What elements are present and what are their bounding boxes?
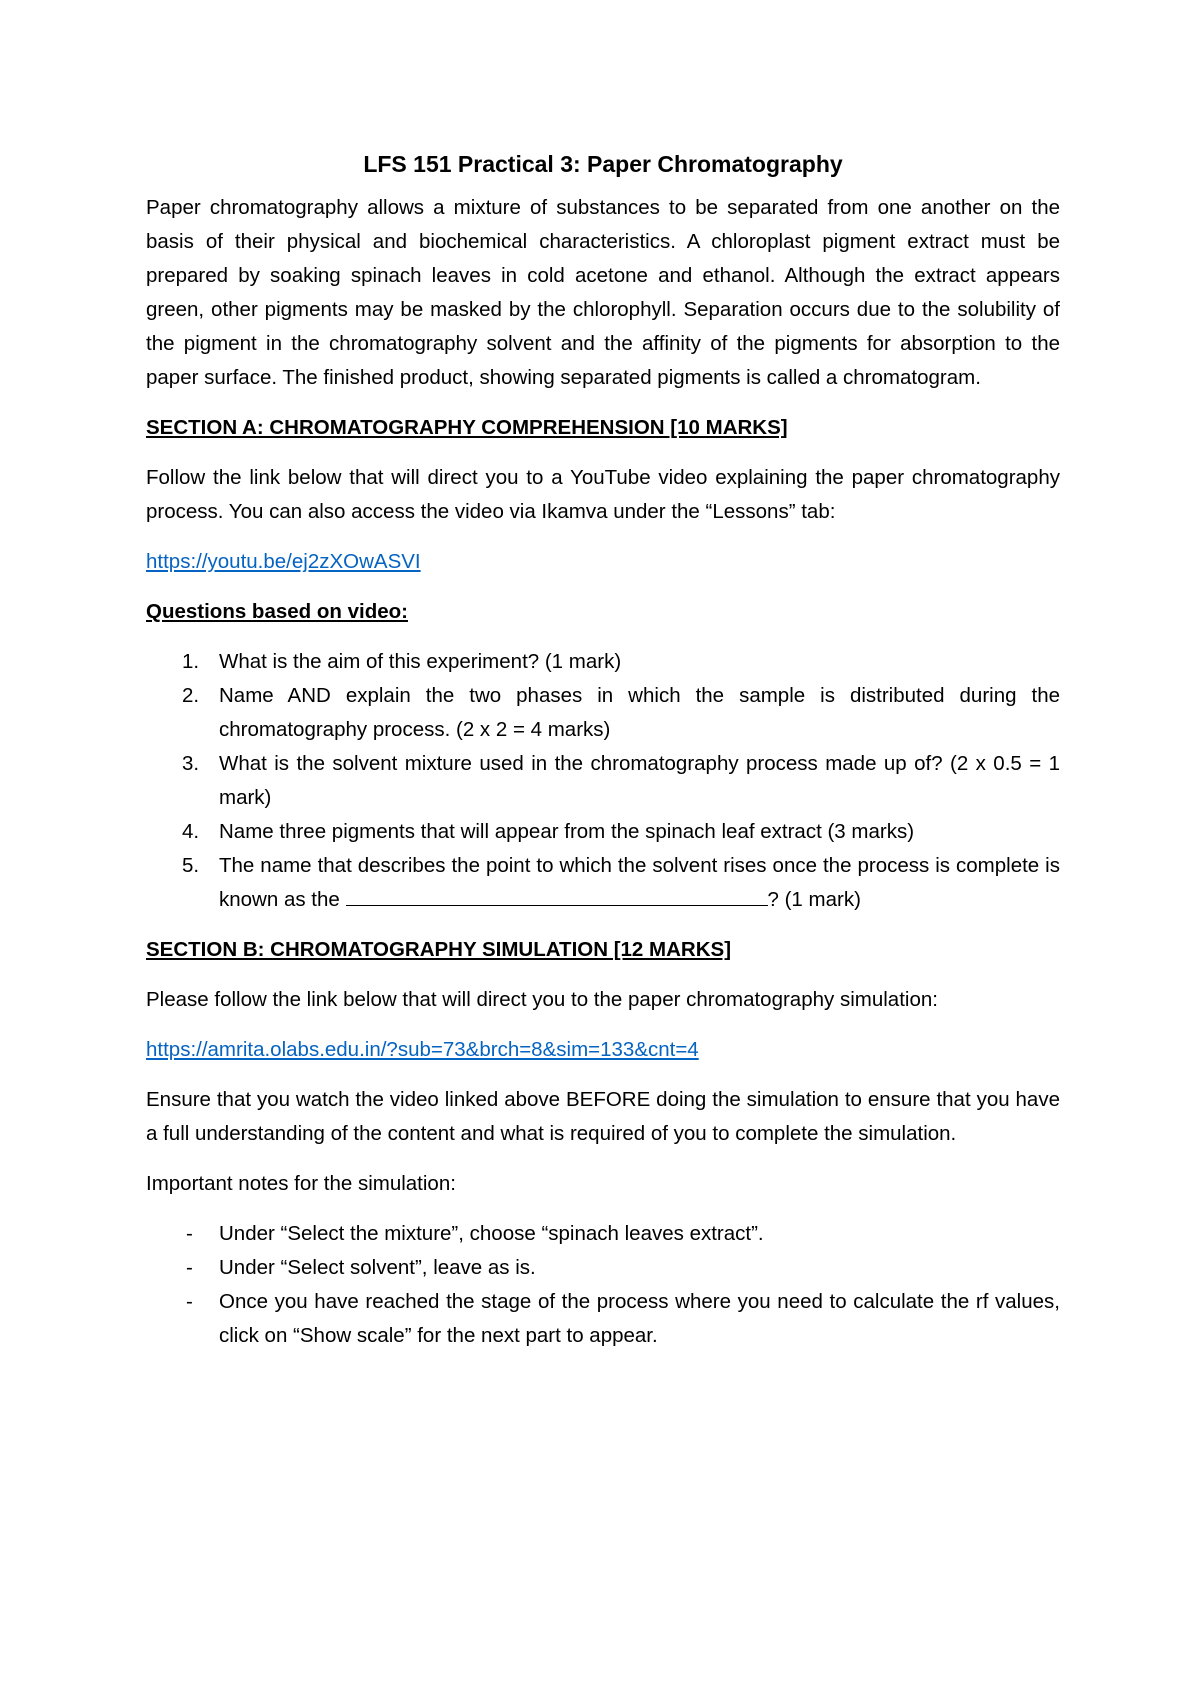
question-number: 2. — [182, 684, 200, 707]
question-text: Name three pigments that will appear from the spinach leaf extract (3 marks) — [219, 820, 915, 843]
note-item — [146, 1217, 1060, 1251]
simulation-link[interactable]: https://amrita.olabs.edu.in/?sub=73&brch=8&sim=133&cnt=4 — [146, 1038, 699, 1061]
question-text: What is the solvent mixture used in the chromatography process made up of? (2 x 0.5 = 1 mark) — [219, 752, 1060, 809]
document-page — [146, 140, 1060, 1353]
note-text: Under “Select the mixture”, choose “spinach leaves extract”. — [219, 1222, 764, 1245]
questions-heading: Questions based on video: — [146, 600, 408, 623]
note-text: Under “Select solvent”, leave as is. — [219, 1256, 536, 1279]
section-a-instructions: Follow the link below that will direct you to a YouTube video explaining the paper chromatography process. You can also access the video via Ikamva under the “Lessons” tab: — [146, 466, 1060, 523]
section-b-heading: SECTION B: CHROMATOGRAPHY SIMULATION [12 MARKS] — [146, 938, 732, 961]
question-number: 5. — [182, 854, 200, 877]
section-a-heading: SECTION A: CHROMATOGRAPHY COMPREHENSION [10 MARKS] — [146, 416, 788, 439]
question-item — [146, 645, 1060, 679]
question-item — [146, 849, 1060, 917]
notes-list — [146, 1217, 1060, 1353]
youtube-link[interactable]: https://youtu.be/ej2zXOwASVI — [146, 550, 421, 573]
note-text: Once you have reached the stage of the process where you need to calculate the rf values, click on “Show scale” for the next part to appear. — [219, 1290, 1060, 1347]
question-item — [146, 747, 1060, 815]
note-dash: - — [186, 1222, 193, 1245]
intro-paragraph: Paper chromatography allows a mixture of substances to be separated from one another on the basis of their physical and biochemical characteristics. A chloroplast pigment extract must be prepared by soaking spinach leaves in cold acetone and ethanol. Although the extract appears green, other pigments may be masked by the chlorophyll. Separation occurs due to the solubility of the pigment in the chromatography solvent and the affinity of the pigments for absorption to the paper surface. The finished product, showing separated pigments is called a chromatogram. — [146, 196, 1060, 389]
notes-heading: Important notes for the simulation: — [146, 1172, 456, 1195]
answer-blank-line — [346, 885, 768, 906]
question-number: 3. — [182, 752, 200, 775]
question-item — [146, 679, 1060, 747]
section-b-instructions: Please follow the link below that will direct you to the paper chromatography simulation: — [146, 988, 938, 1011]
ensure-paragraph: Ensure that you watch the video linked above BEFORE doing the simulation to ensure that you have a full understanding of the content and what is required of you to complete the simulation. — [146, 1088, 1060, 1145]
question-text: What is the aim of this experiment? (1 mark) — [219, 650, 622, 673]
question-text-after: ? (1 mark) — [767, 888, 861, 911]
note-item — [146, 1285, 1060, 1353]
question-item — [146, 815, 1060, 849]
question-number: 4. — [182, 820, 200, 843]
question-text: Name AND explain the two phases in which the sample is distributed during the chromatography process. (2 x 2 = 4 marks) — [219, 684, 1060, 741]
question-text-before: The name that describes the point to which the solvent rises once the process is complete is known as the — [219, 854, 1060, 911]
document-title: LFS 151 Practical 3: Paper Chromatography — [363, 151, 843, 177]
note-dash: - — [186, 1256, 193, 1279]
question-number: 1. — [182, 650, 200, 673]
questions-list — [146, 645, 1060, 917]
note-dash: - — [186, 1290, 193, 1313]
note-item — [146, 1251, 1060, 1285]
